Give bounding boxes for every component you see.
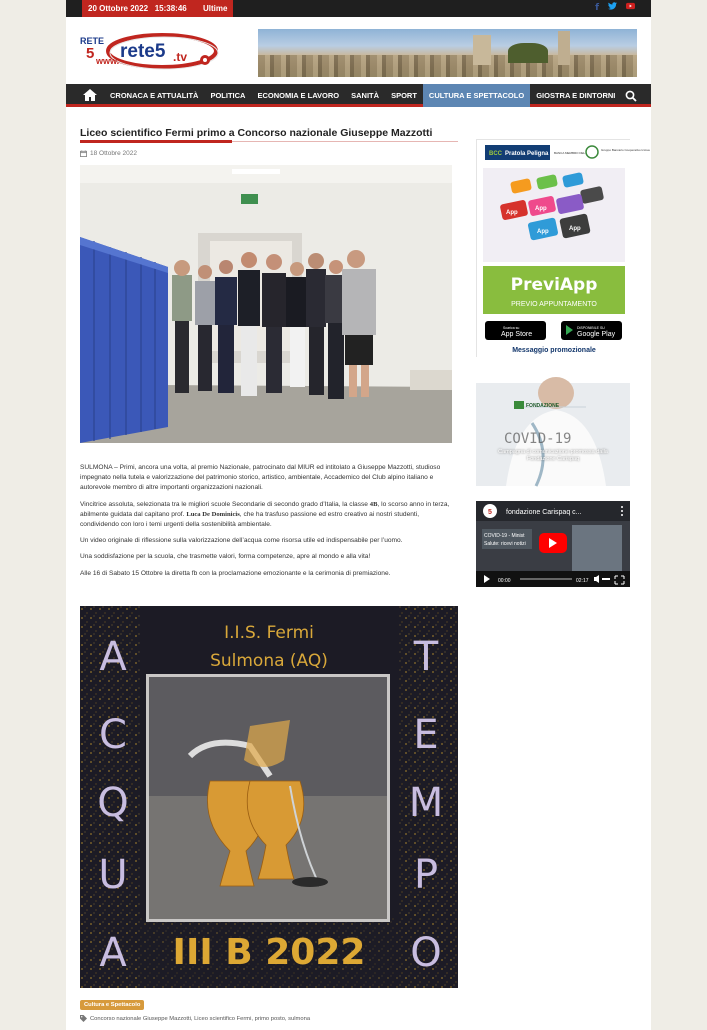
current-time: 15:38:46 bbox=[154, 4, 187, 13]
bank-member-text: BANCA MEMBRO DEL bbox=[554, 151, 586, 155]
article-paragraph-1: SULMONA – Primi, ancora una volta, al premio Nazionale, patrocinato dal MIUR ed intitolato a Giuseppe Mazzotti, studioso impegnato nella tutela e valorizzazione del patrimonio storico, artistico, ambientale, Accademico del Club alpino italiano e autorevole membro di altre importanti organizzazioni nazionali. bbox=[80, 464, 441, 492]
poster-left-letter: C bbox=[99, 712, 127, 758]
article-tags-list[interactable]: Concorso nazionale Giuseppe Mazzotti, Liceo scientifico Fermi, primo posto, sulmona bbox=[90, 1015, 311, 1022]
poster-right-letter: T bbox=[413, 634, 439, 680]
covid-overlay-text: Campagna di comunicazione promossa dalla Fondazione Carispaq bbox=[498, 449, 608, 462]
covid-banner-text: COVID-19 bbox=[504, 431, 572, 447]
video-title[interactable]: fondazione Carispaq c... bbox=[506, 509, 582, 516]
poster-line-1: I.I.S. Fermi bbox=[224, 623, 314, 643]
google-play-small: DISPONIBILE SU bbox=[577, 326, 605, 330]
youtube-icon[interactable] bbox=[626, 0, 635, 17]
sidebar-ad-covid[interactable] bbox=[476, 383, 630, 486]
google-play-badge[interactable]: Google Play bbox=[577, 331, 616, 338]
current-date: 20 Ottobre 2022 bbox=[88, 4, 149, 13]
twitter-icon[interactable] bbox=[608, 0, 617, 17]
app-tile-label: App bbox=[537, 229, 549, 235]
poster-left-letter: U bbox=[98, 852, 128, 898]
bank-name: Pratola Peligna bbox=[505, 151, 549, 157]
poster-right-letter: E bbox=[413, 712, 439, 758]
poster-left-letter: A bbox=[99, 634, 127, 680]
svg-text:5: 5 bbox=[488, 509, 492, 516]
calendar-icon bbox=[80, 150, 87, 157]
app-tile-label: App bbox=[535, 206, 547, 212]
header-banner-image[interactable] bbox=[258, 29, 637, 77]
nav-item-sport[interactable]: SPORT bbox=[391, 91, 417, 100]
article-paragraph-3: Un video originale di riflessione sulla valorizzazione dell’acqua come risorsa utile ed indispensabile per l’uomo. bbox=[80, 537, 403, 545]
bank-prefix: BCC bbox=[489, 151, 502, 157]
acqua-tempo-poster bbox=[80, 606, 458, 988]
product-subtitle: PREVIO APPUNTAMENTO bbox=[511, 301, 597, 308]
app-tile-label: App bbox=[569, 226, 581, 232]
poster-right-letter: M bbox=[408, 780, 444, 826]
nav-item-economia[interactable]: ECONOMIA E LAVORO bbox=[257, 91, 340, 100]
sidebar-ad-previapp[interactable] bbox=[476, 139, 650, 357]
poster-right-letter: O bbox=[410, 930, 442, 976]
facebook-icon[interactable]: f bbox=[595, 3, 599, 13]
article-paragraph-5: Alle 16 di Sabato 15 Ottobre la diretta fb con la proclamazione emozionante e la cerimonia di premiazione. bbox=[80, 569, 391, 577]
title-divider bbox=[80, 141, 458, 142]
page-container bbox=[66, 0, 651, 1030]
svg-text:.tv: .tv bbox=[173, 50, 188, 64]
svg-text:5: 5 bbox=[86, 45, 95, 62]
nav-item-sanita[interactable]: SANITÀ bbox=[351, 91, 380, 100]
date-ticker bbox=[82, 0, 233, 17]
tag-icon bbox=[80, 1015, 87, 1022]
promo-caption: Messaggio promozionale bbox=[512, 347, 596, 354]
video-duration: 02:17 bbox=[576, 578, 589, 584]
svg-text:www.: www. bbox=[96, 56, 120, 66]
article-tags bbox=[80, 1015, 310, 1022]
app-tile-label: App bbox=[506, 210, 518, 216]
article-title: Liceo scientifico Fermi primo a Concorso nazionale Giuseppe Mazzotti bbox=[80, 127, 433, 139]
video-caption-1: COVID-19 - Minist bbox=[484, 533, 525, 539]
poster-footer: III B 2022 bbox=[172, 932, 366, 973]
svg-text:rete5: rete5 bbox=[120, 41, 166, 62]
home-icon[interactable] bbox=[76, 87, 104, 104]
main-navigation bbox=[66, 84, 651, 107]
poster-right-letter: P bbox=[413, 852, 439, 898]
foundation-name: FONDAZIONE bbox=[526, 403, 560, 409]
video-current-time: 00:00 bbox=[498, 578, 511, 584]
nav-item-cultura[interactable]: CULTURA E SPETTACOLO bbox=[423, 84, 530, 107]
social-links bbox=[595, 0, 635, 17]
article-date-text[interactable]: 18 Ottobre 2022 bbox=[90, 150, 137, 157]
nav-item-cronaca[interactable]: CRONACA E ATTUALITÀ bbox=[110, 91, 199, 100]
poster-left-letter: A bbox=[99, 930, 127, 976]
latest-news-label[interactable]: Ultime bbox=[202, 4, 228, 13]
nav-item-politica[interactable]: POLITICA bbox=[210, 91, 246, 100]
nav-item-giostra[interactable]: GIOSTRA E DINTORNI bbox=[536, 91, 616, 100]
app-store-small: Scarica su bbox=[503, 326, 520, 330]
article-paragraph-4: Una soddisfazione per la scuola, che trasmette valori, forma competenze, apre al mondo e alla vita! bbox=[80, 553, 371, 561]
poster-line-2: Sulmona (AQ) bbox=[210, 651, 328, 671]
article-photo-students bbox=[80, 165, 452, 443]
site-logo[interactable] bbox=[80, 30, 218, 72]
app-store-badge[interactable]: App Store bbox=[501, 331, 533, 338]
top-bar bbox=[66, 0, 651, 17]
article-date bbox=[80, 150, 137, 157]
article-body bbox=[80, 463, 452, 585]
product-name: PreviApp bbox=[510, 275, 598, 295]
group-name: Gruppo Bancario Cooperativo Iccrea bbox=[601, 148, 650, 152]
sidebar-video-player[interactable] bbox=[476, 501, 630, 587]
article-paragraph-2: Vincitrice assoluta, selezionata tra le migliori scuole Secondarie di secondo grado d’Italia, la classe 4B, lo scorso anno in terza, abilmente guidata dal capitano prof. Luca De Dominicis, che ha trasfuso passione ed estro creativo ai nostri studenti, condividendo con loro i temi urgenti della sostenibilità ambientale. bbox=[80, 500, 450, 529]
svg-text:RETE: RETE bbox=[80, 36, 105, 46]
category-badge[interactable]: Cultura e Spettacolo bbox=[80, 1000, 144, 1010]
video-play-icon[interactable] bbox=[539, 533, 567, 553]
search-icon[interactable] bbox=[625, 89, 637, 101]
poster-left-letter: Q bbox=[97, 780, 129, 826]
video-caption-2: Salute: ricevi notizi bbox=[484, 541, 526, 547]
